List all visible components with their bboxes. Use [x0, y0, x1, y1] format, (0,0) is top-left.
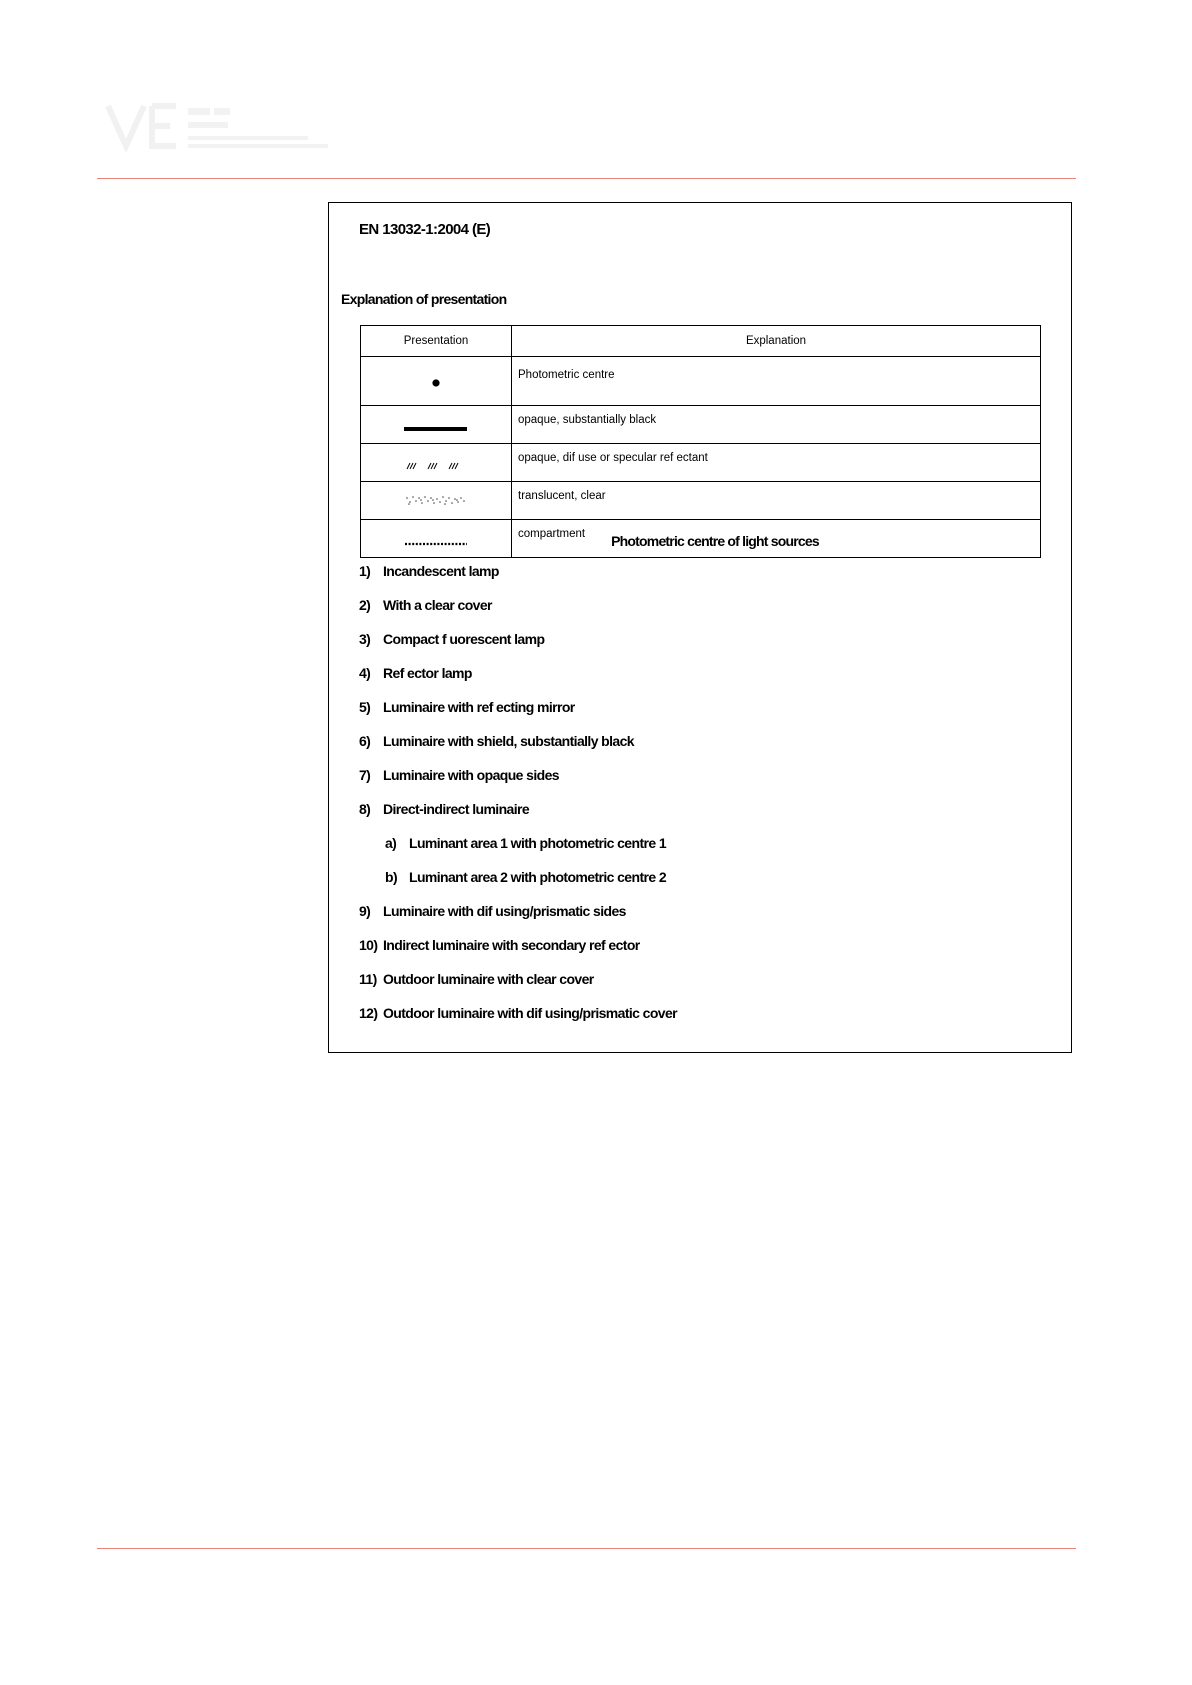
hatch-symbol-icon: [401, 451, 471, 471]
list-subitem: b) Luminant area 2 with photometric centre 2: [385, 869, 667, 885]
table-header-row: [361, 326, 1041, 357]
explanation-cell: compartment: [512, 520, 1041, 558]
explanation-cell: opaque, dif use or specular ref ectant: [512, 444, 1041, 482]
symbol-cell: [361, 357, 512, 406]
standard-id: EN 13032-1:2004 (E): [359, 221, 491, 238]
footer-rule: [97, 1548, 1076, 1549]
list-item: 3) Compact f uorescent lamp: [359, 631, 545, 647]
company-logo-watermark-icon: [104, 98, 334, 154]
list-subitem: a) Luminant area 1 with photometric centre 1: [385, 835, 667, 851]
standard-excerpt-frame: [328, 202, 1072, 1053]
list-item: 7) Luminaire with opaque sides: [359, 767, 559, 783]
list-item: 9) Luminaire with dif using/prismatic sides: [359, 903, 626, 919]
sub-heading: Photometric centre of light sources: [611, 533, 819, 549]
list-item: 10) Indirect luminaire with secondary ref ector: [359, 937, 640, 953]
symbol-cell: [361, 406, 512, 444]
list-item: 11) Outdoor luminaire with clear cover: [359, 971, 594, 987]
section-title: Explanation of presentation: [341, 291, 507, 307]
table-header-presentation: Presentation: [361, 326, 512, 357]
table-row: [361, 406, 1041, 444]
table-row: [361, 444, 1041, 482]
list-item: 1) Incandescent lamp: [359, 563, 499, 579]
symbol-cell: [361, 482, 512, 520]
list-item: 4) Ref ector lamp: [359, 665, 472, 681]
list-item: 8) Direct-indirect luminaire: [359, 801, 530, 817]
explanation-cell: Photometric centre: [512, 357, 1041, 406]
list-item: 12) Outdoor luminaire with dif using/prismatic cover: [359, 1005, 678, 1021]
presentation-legend-table: [360, 325, 1041, 558]
header-rule: [97, 178, 1076, 179]
thick-line-symbol-icon: [401, 413, 471, 433]
table-header-explanation: Explanation: [512, 326, 1041, 357]
table-row: [361, 357, 1041, 406]
dot-symbol-icon: [406, 370, 466, 390]
list-item: 5) Luminaire with ref ecting mirror: [359, 699, 575, 715]
explanation-cell: translucent, clear: [512, 482, 1041, 520]
list-item: 6) Luminaire with shield, substantially black: [359, 733, 634, 749]
explanation-cell: opaque, substantially black: [512, 406, 1041, 444]
speckle-symbol-icon: [401, 489, 471, 509]
table-row: [361, 482, 1041, 520]
list-item: 2) With a clear cover: [359, 597, 492, 613]
symbol-cell: [361, 444, 512, 482]
